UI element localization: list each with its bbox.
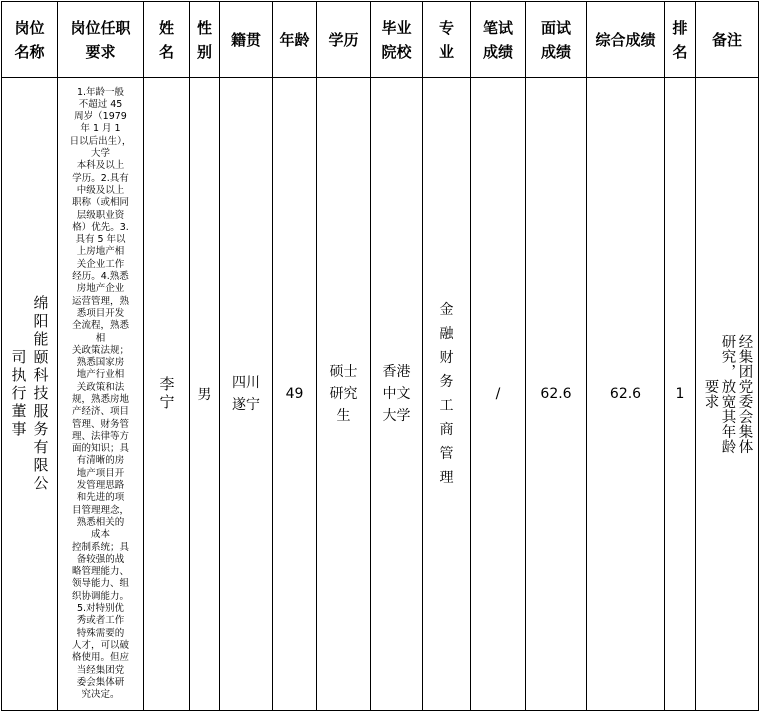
header-gender: 性别 [190,2,220,78]
header-education: 学历 [317,2,371,78]
cell-gender: 男 [190,78,220,711]
header-written: 笔试成绩 [471,2,526,78]
results-table [1,1,759,711]
header-name: 姓名 [144,2,190,78]
cell-education: 硕士研究生 [317,78,371,711]
header-total: 综合成绩 [587,2,665,78]
cell-rank: 1 [665,78,696,711]
cell-total: 62.6 [587,78,665,711]
header-origin: 籍贯 [220,2,273,78]
cell-interview: 62.6 [526,78,587,711]
cell-origin: 四川遂宁 [220,78,273,711]
header-interview: 面试成绩 [526,2,587,78]
cell-major: 金融财务工商管理 [423,78,471,711]
cell-position: 绵阳能颐科技服务有限公司执行董事 [2,78,58,711]
cell-remark: 经集团党委会集体研究，放宽其年龄要求 [696,78,759,711]
header-rank: 排名 [665,2,696,78]
header-duties: 岗位任职要求 [58,2,144,78]
header-row [2,2,759,78]
header-position: 岗位名称 [2,2,58,78]
cell-school: 香港中文大学 [371,78,423,711]
header-remark: 备注 [696,2,759,78]
header-school: 毕业院校 [371,2,423,78]
cell-duties: 1.年龄一般 不超过 45 周岁（1979 年 1 月 1 日以后出生）， 大学 本科及以上 学历。2.具有 中级及以上 职称（或相同 层级职业资 格）优先。3. 具有 5 年以 上房地产相 关企业工作 经历。4.熟悉 房地产企业 运营管理，熟 悉项目开发 全流程，熟悉 相 关政策法规； 熟悉国家房 地产行业相 关政策和法 规，熟悉房地 产经济、项目 管理、财务管 理、法律等方 面的知识；具 有清晰的房 地产项目开 发管理思路 和先进的项 目管理理念， 熟悉相关的 成本 控制系统；具 备较强的战 略管理能力、 领导能力、组 织协调能力。 5.对特别优 秀或者工作 特殊需要的 人才，可以破 格使用。但应 当经集团党 委会集体研 究决定。 [58,78,144,711]
cell-age: 49 [273,78,317,711]
table-row [2,78,759,711]
cell-name: 李宁 [144,78,190,711]
header-major: 专业 [423,2,471,78]
cell-written: / [471,78,526,711]
header-age: 年龄 [273,2,317,78]
